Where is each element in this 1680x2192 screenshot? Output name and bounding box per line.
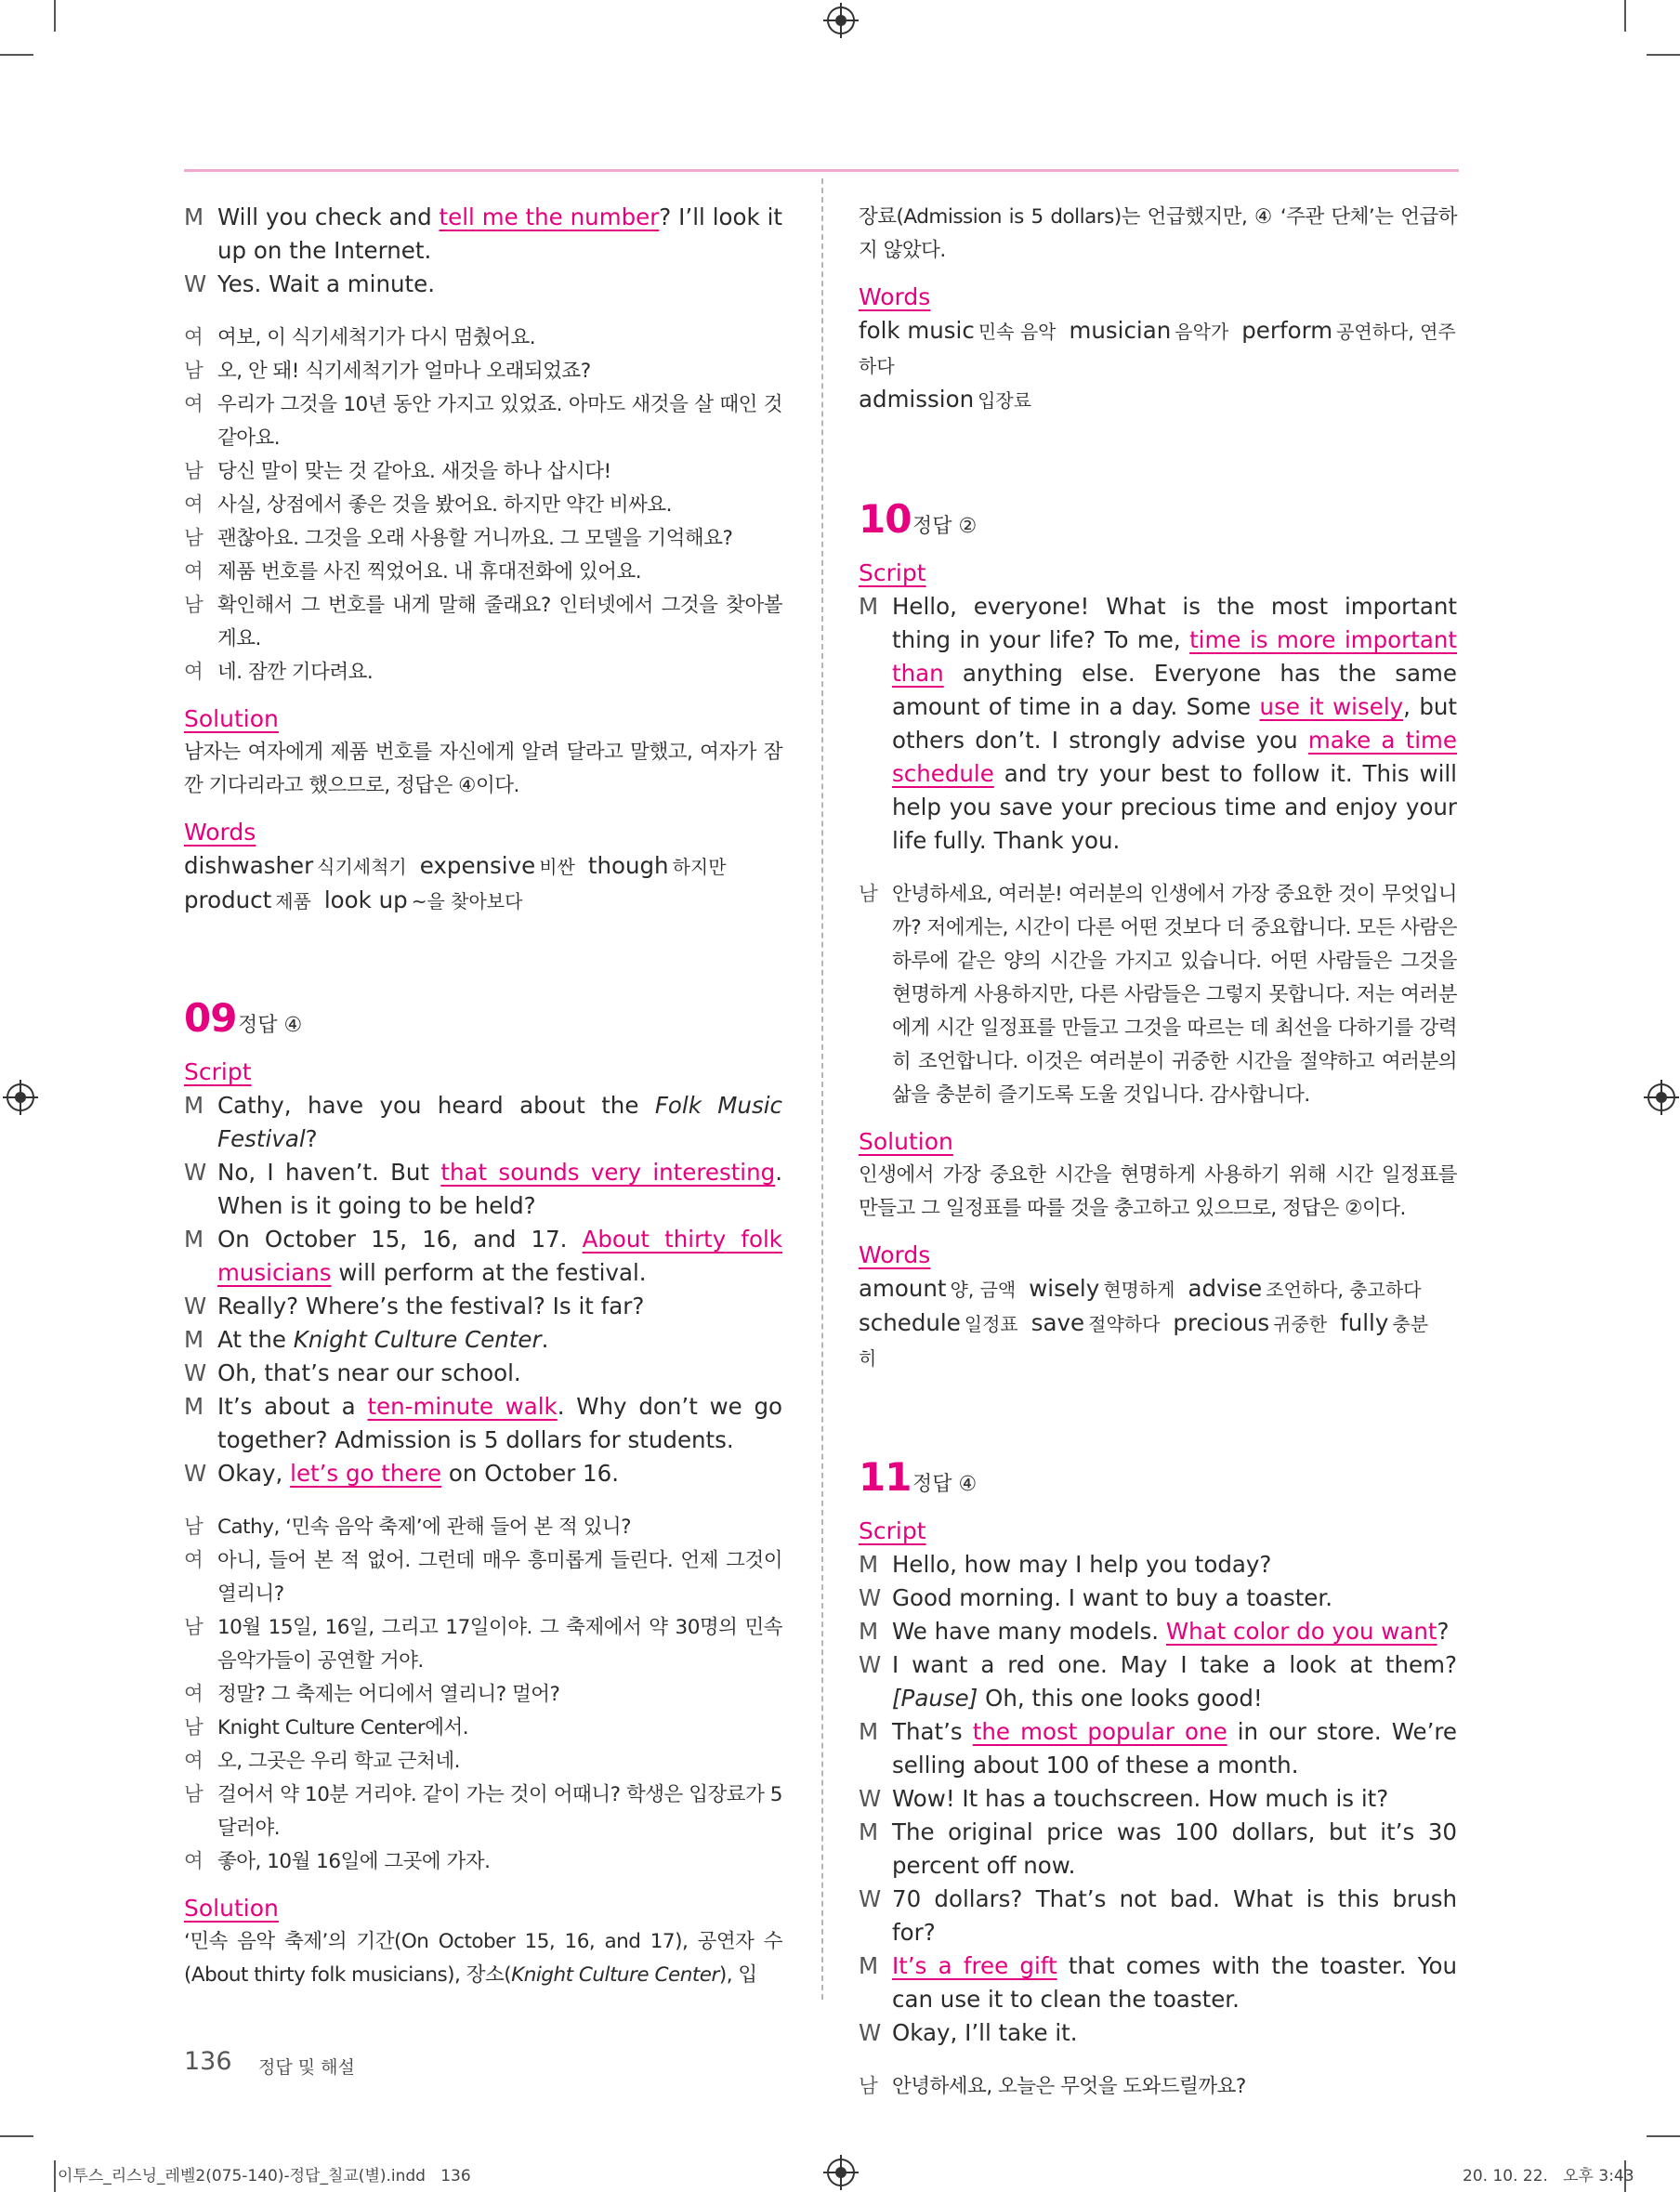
words-heading: Words bbox=[859, 283, 931, 310]
translation-line bbox=[184, 355, 782, 388]
dialogue-line bbox=[184, 1290, 782, 1323]
dialogue-text bbox=[892, 1615, 1457, 1648]
script-heading: Script bbox=[184, 1058, 252, 1085]
speaker-label: 남 bbox=[859, 883, 878, 906]
highlighted-phrase: let’s go there bbox=[290, 1460, 442, 1487]
translation-text: 사실, 상점에서 좋은 것을 봤어요. 하지만 약간 비싸요. bbox=[217, 493, 672, 517]
translation-text: 좋아, 10월 16일에 그곳에 가자. bbox=[217, 1850, 491, 1873]
registration-mark-icon bbox=[827, 2159, 855, 2186]
text-run: Oh, that’s near our school. bbox=[217, 1359, 521, 1386]
file-info: 이투스_리스닝_레벨2(075-140)-정답_칠교(별).indd 136 bbox=[58, 2167, 471, 2185]
text-run: in our store. We’re selling about 100 of these a month. bbox=[892, 1718, 1458, 1779]
word-item bbox=[859, 317, 1056, 344]
dialogue-line bbox=[184, 201, 782, 268]
speaker-label: 여 bbox=[184, 1850, 203, 1873]
word-korean: 입장료 bbox=[978, 389, 1032, 412]
crop-mark bbox=[1647, 2135, 1680, 2137]
dialogue-line bbox=[184, 1089, 782, 1156]
dialogue-text bbox=[217, 1156, 782, 1223]
text-run: No, I haven’t. But bbox=[217, 1159, 441, 1186]
translation-line bbox=[859, 878, 1457, 1112]
speaker-label: M bbox=[184, 1326, 204, 1353]
text-run: Hello, everyone! What is the most important thing in your life? To me, bbox=[892, 593, 1457, 653]
word-korean: 현명하게 bbox=[1103, 1279, 1175, 1301]
speaker-label: W bbox=[184, 270, 207, 297]
word-item bbox=[859, 1275, 1016, 1302]
word-english: admission bbox=[859, 386, 975, 413]
translation-line bbox=[184, 1779, 782, 1845]
dialogue-line bbox=[859, 1615, 1457, 1648]
words-heading: Words bbox=[859, 1241, 931, 1268]
highlighted-phrase: It’s a free gift bbox=[892, 1952, 1057, 1979]
word-item bbox=[1173, 1309, 1327, 1336]
left-column bbox=[184, 201, 782, 1992]
words-line bbox=[859, 1306, 1457, 1375]
question-header-09 bbox=[184, 995, 782, 1043]
words-line bbox=[184, 884, 782, 918]
word-item bbox=[859, 386, 1031, 413]
speaker-label: 남 bbox=[184, 594, 203, 617]
speaker-label: W bbox=[859, 1584, 882, 1611]
dialogue-line bbox=[859, 1816, 1457, 1883]
dialogue-text bbox=[217, 1223, 782, 1290]
translation-line bbox=[184, 1712, 782, 1745]
dialogue-text bbox=[892, 2016, 1457, 2050]
translation-text: 10월 15일, 16일, 그리고 17일이야. 그 축제에서 약 30명의 민속 음악가들이 공연할 거야. bbox=[217, 1616, 782, 1673]
translation-line bbox=[184, 556, 782, 589]
word-english: product bbox=[184, 886, 272, 913]
text-run: The original price was 100 dollars, but it’s 30 percent off now. bbox=[892, 1818, 1457, 1879]
word-item bbox=[859, 1309, 1018, 1336]
registration-mark-icon bbox=[7, 1083, 34, 1111]
dialogue-line bbox=[859, 2016, 1457, 2050]
question-number: 11 bbox=[859, 1454, 912, 1500]
text-run: [Pause] bbox=[892, 1685, 978, 1712]
highlighted-phrase: ten-minute walk bbox=[367, 1393, 558, 1420]
crop-mark bbox=[54, 0, 56, 32]
speaker-label: 여 bbox=[184, 393, 203, 416]
dialogue-line bbox=[859, 1548, 1457, 1582]
word-english: fully bbox=[1340, 1309, 1389, 1336]
text-run: On October 15, 16, and 17. bbox=[217, 1226, 583, 1253]
question-header-10 bbox=[859, 496, 1457, 544]
word-english: perform bbox=[1241, 317, 1333, 344]
dialogue-text bbox=[217, 1390, 782, 1457]
word-korean: 음악가 bbox=[1175, 321, 1229, 343]
word-item bbox=[1188, 1275, 1422, 1302]
dialogue-text bbox=[892, 1782, 1457, 1816]
word-item bbox=[184, 852, 407, 879]
word-english: wisely bbox=[1029, 1275, 1100, 1302]
dialogue-line bbox=[184, 1323, 782, 1357]
solution-text: 인생에서 가장 중요한 시간을 현명하게 사용하기 위해 시간 일정표를 만들고 그 일정표를 따를 것을 충고하고 있으므로, 정답은 ②이다. bbox=[859, 1163, 1457, 1220]
translation-line bbox=[184, 1611, 782, 1678]
answer-label: 정답 ④ bbox=[912, 1473, 978, 1496]
korean-translation-q10 bbox=[859, 878, 1457, 1112]
text-run: on October 16. bbox=[441, 1460, 620, 1487]
word-korean: 양, 금액 bbox=[950, 1279, 1017, 1301]
speaker-label: M bbox=[859, 1952, 879, 1979]
translation-line bbox=[184, 656, 782, 689]
speaker-label: 여 bbox=[184, 661, 203, 684]
word-item bbox=[184, 886, 311, 913]
word-english: save bbox=[1030, 1309, 1085, 1336]
text-run: Knight Culture Center bbox=[511, 1963, 719, 1987]
speaker-label: M bbox=[859, 593, 879, 620]
word-english: precious bbox=[1173, 1309, 1270, 1336]
answer-label: 정답 ② bbox=[912, 515, 978, 538]
word-korean: 민속 음악 bbox=[978, 321, 1057, 343]
text-run: Cathy, have you heard about the bbox=[217, 1092, 655, 1119]
speaker-label: M bbox=[859, 1718, 879, 1745]
speaker-label: 여 bbox=[184, 1683, 203, 1706]
speaker-label: 남 bbox=[184, 360, 203, 383]
dialogue-line bbox=[184, 268, 782, 301]
dialogue-q09 bbox=[184, 1089, 782, 1490]
dialogue-line bbox=[184, 1156, 782, 1223]
dialogue-line bbox=[859, 1883, 1457, 1949]
word-english: though bbox=[587, 852, 669, 879]
word-english: look up bbox=[323, 886, 408, 913]
top-rule bbox=[184, 169, 1459, 172]
page-number: 136 bbox=[184, 2047, 232, 2076]
speaker-label: 여 bbox=[184, 1549, 203, 1572]
text-run: Yes. Wait a minute. bbox=[217, 270, 435, 297]
translation-text: 당신 말이 맞는 것 같아요. 새것을 하나 삽시다! bbox=[217, 460, 611, 483]
word-korean: 조언하다, 충고하다 bbox=[1266, 1279, 1422, 1301]
text-run: Folk Music Festival bbox=[217, 1092, 783, 1152]
dialogue-line bbox=[859, 1782, 1457, 1816]
text-run: ‘민속 음악 축제’의 기간(On October 15, 16, and 17), 공연자 수(About thirty folk musicians), 장소( bbox=[184, 1930, 782, 1987]
translation-text: Cathy, ‘민속 음악 축제’에 관해 들어 본 적 있니? bbox=[217, 1516, 632, 1539]
speaker-label: W bbox=[859, 2019, 882, 2046]
highlighted-phrase: time is more important than bbox=[892, 626, 1457, 687]
question-number: 09 bbox=[184, 995, 237, 1041]
word-korean: 제품 bbox=[275, 890, 311, 912]
translation-line bbox=[859, 2070, 1457, 2104]
highlighted-phrase: make a time schedule bbox=[892, 727, 1457, 787]
dialogue-text bbox=[892, 1949, 1457, 2016]
speaker-label: 여 bbox=[184, 493, 203, 517]
translation-line bbox=[184, 1678, 782, 1712]
dialogue-line bbox=[859, 1715, 1457, 1782]
translation-text: 괜찮아요. 그것을 오래 사용할 거니까요. 그 모델을 기억해요? bbox=[217, 527, 733, 550]
crop-mark bbox=[0, 54, 33, 56]
speaker-label: W bbox=[184, 1460, 207, 1487]
word-korean: 절약하다 bbox=[1088, 1313, 1161, 1335]
translation-text: 네. 잠깐 기다려요. bbox=[217, 661, 374, 684]
speaker-label: M bbox=[184, 1393, 204, 1420]
text-run: . When is it going to be held? bbox=[217, 1159, 782, 1219]
translation-text: 확인해서 그 번호를 내게 말해 줄래요? 인터넷에서 그것을 찾아볼게요. bbox=[217, 594, 782, 650]
dialogue-line bbox=[859, 1648, 1457, 1715]
crop-mark bbox=[0, 2135, 33, 2137]
text-run: We have many models. bbox=[892, 1618, 1166, 1645]
script-heading: Script bbox=[859, 1517, 926, 1544]
dialogue-text bbox=[892, 1816, 1457, 1883]
text-run: That’s bbox=[892, 1718, 973, 1745]
solution-text bbox=[184, 1925, 782, 1992]
text-run: At the bbox=[217, 1326, 294, 1353]
translation-text: Knight Culture Center에서. bbox=[217, 1716, 469, 1739]
dialogue-q10 bbox=[859, 590, 1457, 858]
translation-line bbox=[184, 388, 782, 455]
text-run: ? bbox=[305, 1125, 318, 1152]
speaker-label: W bbox=[859, 1651, 882, 1678]
translation-text: 우리가 그것을 10년 동안 가지고 있었죠. 아마도 새것을 살 때인 것 같아요. bbox=[217, 393, 782, 450]
word-english: dishwasher bbox=[184, 852, 314, 879]
text-run: Oh, this one looks good! bbox=[978, 1685, 1263, 1712]
text-run: Good morning. I want to buy a toaster. bbox=[892, 1584, 1332, 1611]
translation-text: 안녕하세요, 여러분! 여러분의 인생에서 가장 중요한 것이 무엇입니까? 저에게는, 시간이 다른 어떤 것보다 더 중요합니다. 모든 사람은 하루에 같은 양의 시간을 가지고 있습니다. 어떤 사람들은 그것을 현명하게 사용하지만, 다른 사람들은 그렇지 못합니다. 저는 여러분에게 시간 일정표를 만들고 그것을 따르는 데 최선을 다하기를 강력히 조언합니다. 이것은 여러분이 귀중한 시간을 절약하고 여러분의 삶을 충분히 즐기도록 도울 것입니다. 감사합니다. bbox=[892, 883, 1457, 1107]
speaker-label: M bbox=[184, 1092, 204, 1119]
word-item bbox=[1031, 1309, 1161, 1336]
speaker-label: W bbox=[859, 1785, 882, 1812]
speaker-label: W bbox=[184, 1359, 207, 1386]
translation-text: 제품 번호를 사진 찍었어요. 내 휴대전화에 있어요. bbox=[217, 560, 642, 584]
word-english: amount bbox=[859, 1275, 947, 1302]
speaker-label: M bbox=[859, 1551, 879, 1578]
speaker-label: 남 bbox=[184, 460, 203, 483]
translation-text: 여보, 이 식기세척기가 다시 멈췄어요. bbox=[217, 326, 536, 349]
text-run: 70 dollars? That’s not bad. What is this brush for? bbox=[892, 1885, 1457, 1946]
text-run: , but others don’t. I strongly advise you bbox=[892, 693, 1458, 754]
dialogue-q11 bbox=[859, 1548, 1457, 2050]
dialogue-line bbox=[184, 1223, 782, 1290]
translation-line bbox=[184, 1845, 782, 1879]
dialogue-line bbox=[859, 1949, 1457, 2016]
translation-text: 걸어서 약 10분 거리야. 같이 가는 것이 어때니? 학생은 입장료가 5달러야. bbox=[217, 1783, 782, 1840]
korean-translation-q09 bbox=[184, 1511, 782, 1879]
solution-heading: Solution bbox=[184, 705, 279, 732]
dialogue-text bbox=[217, 1290, 782, 1323]
highlighted-phrase: that sounds very interesting bbox=[440, 1159, 776, 1186]
word-item bbox=[420, 852, 575, 879]
answer-label: 정답 ④ bbox=[238, 1014, 303, 1037]
print-datetime: 20. 10. 22. 오후 3:43 bbox=[1463, 2167, 1634, 2185]
text-run: Okay, I’ll take it. bbox=[892, 2019, 1078, 2046]
highlighted-phrase: the most popular one bbox=[972, 1718, 1227, 1745]
speaker-label: 남 bbox=[184, 1783, 203, 1806]
dialogue-text bbox=[217, 1457, 782, 1490]
column-divider bbox=[821, 178, 823, 2000]
question-number: 10 bbox=[859, 496, 912, 542]
text-run: . Why don’t we go together? Admission is 5 dollars for students. bbox=[217, 1393, 783, 1453]
speaker-label: 남 bbox=[184, 1716, 203, 1739]
speaker-label: 남 bbox=[184, 1516, 203, 1539]
right-column bbox=[859, 201, 1457, 2104]
translation-text: 정말? 그 축제는 어디에서 열리니? 멀어? bbox=[217, 1683, 560, 1706]
highlighted-phrase: use it wisely bbox=[1259, 693, 1404, 720]
text-run: will perform at the festival. bbox=[331, 1259, 647, 1286]
word-english: folk music bbox=[859, 317, 975, 344]
speaker-label: 여 bbox=[184, 560, 203, 584]
dialogue-text bbox=[217, 1323, 782, 1357]
word-item bbox=[324, 886, 523, 913]
section-label: 정답 및 해설 bbox=[258, 2057, 355, 2078]
translation-text: 아니, 들어 본 적 없어. 그런데 매우 흥미롭게 들린다. 언제 그것이 열리니? bbox=[217, 1549, 782, 1606]
translation-line bbox=[184, 489, 782, 522]
words-list bbox=[859, 314, 1457, 417]
dialogue-text bbox=[217, 268, 782, 301]
words-line bbox=[859, 383, 1457, 417]
word-korean: 비싼 bbox=[539, 856, 575, 878]
text-run: Really? Where’s the festival? Is it far? bbox=[217, 1293, 645, 1319]
text-run: I want a red one. May I take a look at them? bbox=[892, 1651, 1457, 1678]
word-korean: 귀중한 bbox=[1273, 1313, 1328, 1335]
solution-text: 남자는 여자에게 제품 번호를 자신에게 알려 달라고 말했고, 여자가 잠깐 기다리라고 했으므로, 정답은 ④이다. bbox=[184, 741, 782, 797]
words-line bbox=[859, 1272, 1457, 1306]
text-run: . bbox=[541, 1326, 549, 1353]
dialogue-text bbox=[217, 1089, 782, 1156]
solution-heading: Solution bbox=[859, 1128, 953, 1155]
speaker-label: M bbox=[859, 1618, 879, 1645]
speaker-label: M bbox=[184, 203, 204, 230]
words-line bbox=[859, 314, 1457, 383]
speaker-label: M bbox=[859, 1818, 879, 1845]
highlighted-phrase: What color do you want bbox=[1165, 1618, 1437, 1645]
solution-continued-text: 장료(Admission is 5 dollars)는 언급했지만, ④ ‘주관 단체’는 언급하지 않았다. bbox=[859, 205, 1457, 262]
word-korean: ~을 찾아보다 bbox=[411, 890, 523, 912]
highlighted-phrase: tell me the number bbox=[439, 203, 660, 230]
word-item bbox=[588, 852, 727, 879]
text-run: and try your best to follow it. This will help you save your precious time and enjoy your life fully. Thank you. bbox=[892, 760, 1457, 854]
translation-line bbox=[184, 1745, 782, 1779]
word-english: schedule bbox=[859, 1309, 961, 1336]
crop-mark bbox=[54, 2160, 56, 2192]
word-korean: 일정표 bbox=[964, 1313, 1018, 1335]
text-run: Okay, bbox=[217, 1460, 291, 1487]
text-run: ? bbox=[1437, 1618, 1450, 1645]
crop-mark bbox=[1647, 54, 1680, 56]
question-header-11 bbox=[859, 1454, 1457, 1502]
text-run: Knight Culture Center bbox=[293, 1326, 542, 1353]
speaker-label: 여 bbox=[184, 326, 203, 349]
text-run: It’s about a bbox=[217, 1393, 368, 1420]
word-english: musician bbox=[1069, 317, 1172, 344]
words-list bbox=[859, 1272, 1457, 1375]
words-heading: Words bbox=[184, 819, 256, 846]
dialogue-text bbox=[892, 1715, 1457, 1782]
translation-line bbox=[184, 589, 782, 656]
words-list bbox=[184, 849, 782, 918]
translation-text: 안녕하세요, 오늘은 무엇을 도와드릴까요? bbox=[892, 2075, 1246, 2098]
dialogue-line bbox=[859, 590, 1457, 858]
text-run: ), 입 bbox=[718, 1963, 757, 1987]
words-line bbox=[184, 849, 782, 884]
speaker-label: 여 bbox=[184, 1750, 203, 1773]
translation-line bbox=[184, 1544, 782, 1611]
word-korean: 하지만 bbox=[672, 856, 727, 878]
dialogue-line bbox=[184, 1357, 782, 1390]
word-korean: 공연하다, 연주하다 bbox=[859, 321, 1456, 377]
word-item bbox=[1029, 1275, 1175, 1302]
word-korean: 충분히 bbox=[859, 1313, 1429, 1370]
word-item bbox=[1069, 317, 1228, 344]
registration-mark-icon bbox=[827, 7, 855, 34]
translation-line bbox=[184, 1511, 782, 1544]
translation-line bbox=[184, 455, 782, 489]
speaker-label: W bbox=[859, 1885, 882, 1912]
dialogue-text bbox=[217, 201, 782, 268]
text-run: Hello, how may I help you today? bbox=[892, 1551, 1272, 1578]
word-english: expensive bbox=[419, 852, 536, 879]
script-heading: Script bbox=[859, 559, 926, 586]
dialogue-line bbox=[859, 1582, 1457, 1615]
dialogue-line bbox=[184, 1390, 782, 1457]
translation-line bbox=[184, 522, 782, 556]
korean-translation-q08 bbox=[184, 322, 782, 689]
dialogue-text bbox=[217, 1357, 782, 1390]
speaker-label: W bbox=[184, 1293, 207, 1319]
text-run: anything else. Everyone has the same amount of time in a day. Some bbox=[892, 660, 1457, 720]
speaker-label: 남 bbox=[184, 1616, 203, 1639]
text-run: that comes with the toaster. You can use it to clean the toaster. bbox=[892, 1952, 1457, 2013]
text-run: Will you check and bbox=[217, 203, 440, 230]
dialogue-text bbox=[892, 1648, 1457, 1715]
speaker-label: 남 bbox=[184, 527, 203, 550]
translation-line bbox=[184, 322, 782, 355]
speaker-label: M bbox=[184, 1226, 204, 1253]
korean-translation-q11 bbox=[859, 2070, 1457, 2104]
dialogue-text bbox=[892, 590, 1457, 858]
solution-heading: Solution bbox=[184, 1895, 279, 1922]
translation-text: 오, 그곳은 우리 학교 근처네. bbox=[217, 1750, 460, 1773]
speaker-label: W bbox=[184, 1159, 207, 1186]
speaker-label: 남 bbox=[859, 2075, 878, 2098]
text-run: Wow! It has a touchscreen. How much is it? bbox=[892, 1785, 1389, 1812]
dialogue-text bbox=[892, 1883, 1457, 1949]
dialogue-q08-end bbox=[184, 201, 782, 301]
translation-text: 오, 안 돼! 식기세척기가 얼마나 오래되었죠? bbox=[217, 360, 591, 383]
dialogue-line bbox=[184, 1457, 782, 1490]
word-english: advise bbox=[1188, 1275, 1263, 1302]
highlighted-phrase: About thirty folk musicians bbox=[217, 1226, 782, 1286]
registration-mark-icon bbox=[1647, 1083, 1675, 1111]
text-run: ? I’ll look it up on the Internet. bbox=[217, 203, 782, 264]
dialogue-text bbox=[892, 1582, 1457, 1615]
dialogue-text bbox=[892, 1548, 1457, 1582]
crop-mark bbox=[1624, 0, 1626, 32]
word-korean: 식기세척기 bbox=[317, 856, 407, 878]
